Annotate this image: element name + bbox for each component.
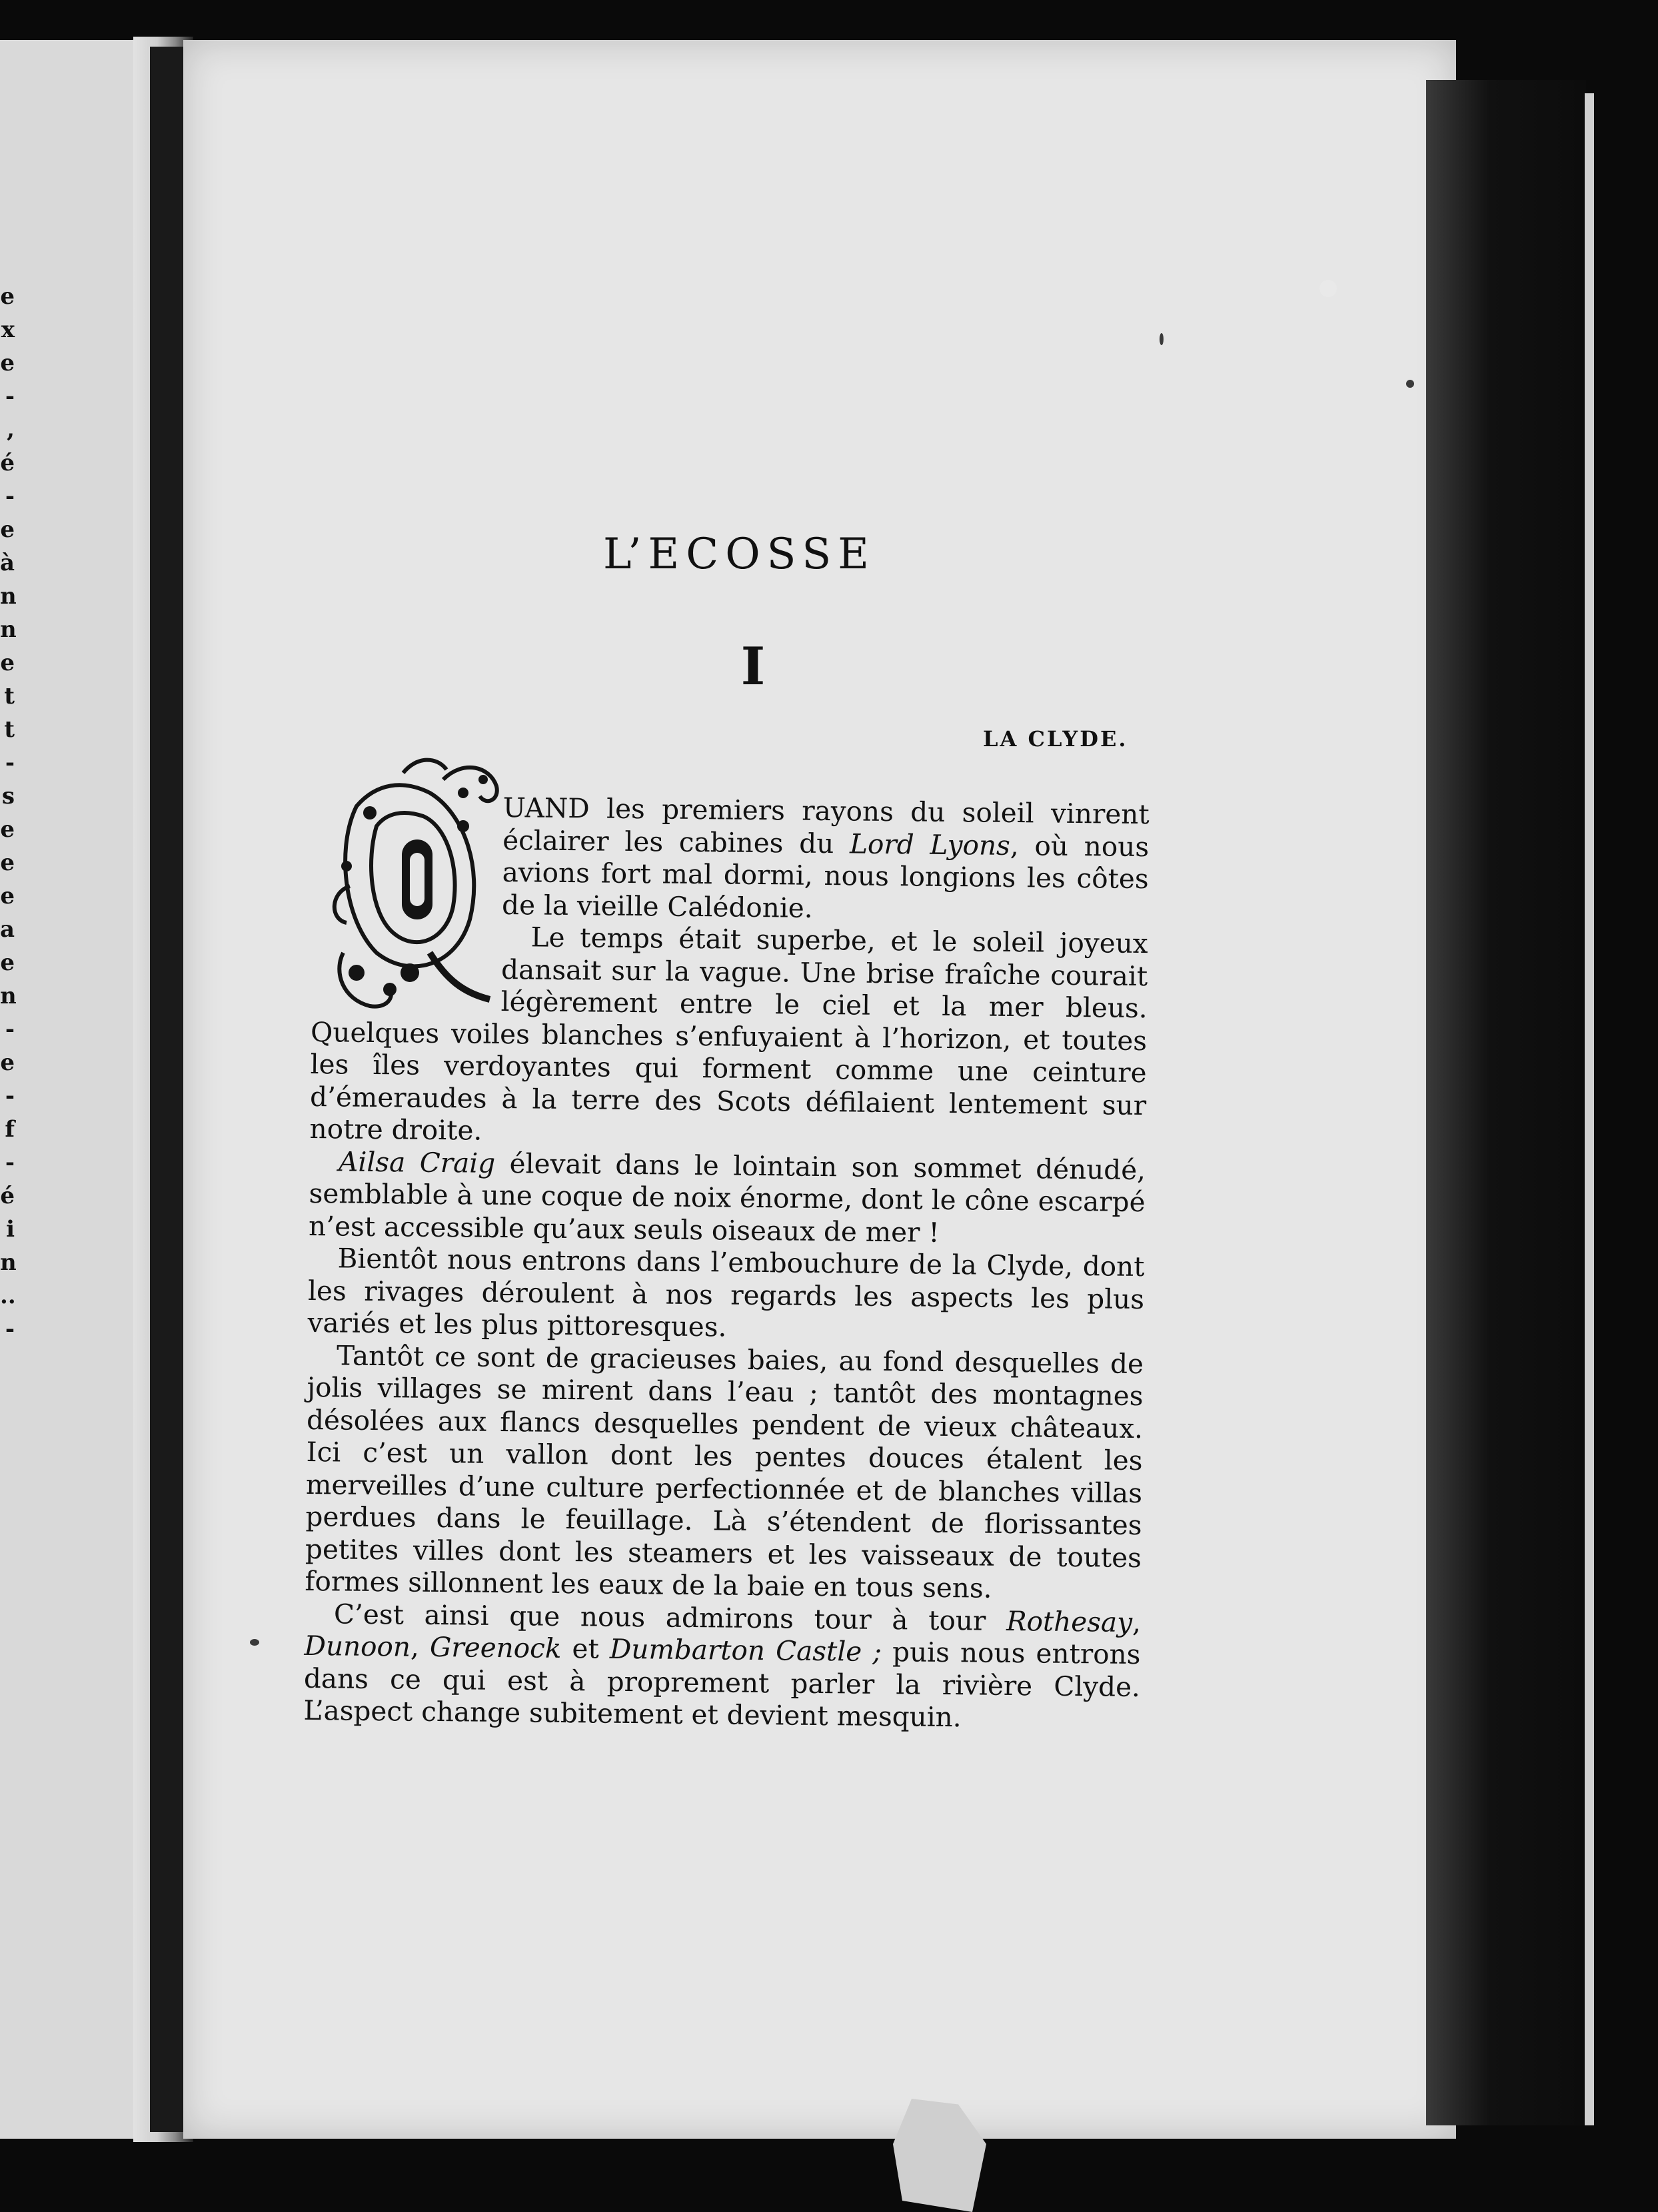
- text-run: ,: [410, 1630, 430, 1663]
- edge-letter: -: [5, 383, 15, 410]
- body-text: [303, 790, 1150, 1736]
- edge-letter: i: [6, 1216, 15, 1243]
- section-title: LA CLYDE.: [983, 726, 1128, 752]
- edge-letter: e: [0, 516, 15, 543]
- edge-letter: e: [0, 883, 15, 909]
- ink-speck: [250, 1639, 259, 1646]
- edge-letter: t: [4, 683, 15, 710]
- edge-letter: -: [5, 1016, 15, 1043]
- edge-letter: e: [0, 650, 15, 676]
- text-run: élevait dans le lointain son sommet dénudé, semblable à une coque de noix énorme, dont le cône escarpé n’est accessible qu’aux seuls oiseaux de mer !: [308, 1147, 1146, 1249]
- paragraph: [312, 790, 1150, 927]
- edge-letter: -: [5, 1149, 15, 1176]
- edge-letter: é: [0, 450, 15, 476]
- paragraph: [303, 1597, 1141, 1735]
- ink-speck: [1406, 380, 1414, 388]
- text-run: Tantôt ce sont de gracieuses baies, au fond desquelles de jolis villages se mirent dans l’eau ; tantôt des montagnes désolées aux flancs desquelles pendent de vieux châteaux. Ici c’est un vallon dont les pentes douces étalent les merveilles d’une culture perfectionnée et de blanches villas perdues dans le feuillage. Là s’étendent de florissantes petites villes dont les steamers et les vaisseaux de toutes formes sillonnent les eaux de la baie en tous sens.: [305, 1339, 1144, 1604]
- italic-text: Ailsa Craig: [338, 1145, 496, 1179]
- right-page-edge: [1585, 93, 1594, 2125]
- edge-letter: n: [0, 616, 17, 643]
- paper-spot: [1319, 280, 1337, 297]
- italic-text: Lord Lyons: [849, 827, 1011, 861]
- edge-letter: f: [5, 1116, 15, 1143]
- left-page-cut-text: [0, 280, 15, 1346]
- page-heading: L’ECOSSE: [603, 530, 876, 579]
- text-run: UAND les premiers rayons du soleil vinrent éclairer les cabines du: [502, 791, 1150, 859]
- edge-letter: -: [5, 750, 15, 776]
- text-run: C’est ainsi que nous admirons tour à tour: [333, 1597, 1007, 1637]
- text-run: , où nous avions fort mal dormi, nous longions les côtes de la vieille Calédonie.: [501, 829, 1150, 924]
- edge-letter: à: [0, 550, 15, 576]
- drop-cap-space: [311, 784, 503, 1009]
- italic-text: Dumbarton Castle ;: [609, 1632, 882, 1668]
- edge-letter: é: [0, 1183, 15, 1209]
- italic-text: Greenock: [429, 1630, 562, 1664]
- edge-letter: e: [0, 849, 15, 876]
- edge-letter: e: [0, 1049, 15, 1076]
- italic-text: Rothesay: [1006, 1604, 1133, 1638]
- paragraph: [307, 1242, 1144, 1348]
- paragraph: [305, 1339, 1144, 1606]
- italic-text: Dunoon: [304, 1629, 411, 1663]
- edge-letter: e: [0, 283, 15, 310]
- edge-letter: a: [0, 916, 15, 943]
- ink-speck: [1160, 333, 1164, 345]
- edge-letter: -: [5, 1316, 15, 1343]
- paragraph: [309, 1145, 1146, 1251]
- edge-letter: e: [0, 350, 15, 376]
- edge-letter: t: [4, 716, 15, 743]
- text-run: ,: [1132, 1606, 1142, 1638]
- edge-letter: -: [5, 483, 15, 510]
- edge-letter: s: [1, 783, 15, 810]
- text-run: Bientôt nous entrons dans l’embouchure de la Clyde, dont les rivages déroulent à nos regards les aspects les plus variés et les plus pittoresques.: [307, 1242, 1145, 1343]
- left-page-fragment: [0, 40, 150, 2139]
- edge-letter: ,: [7, 416, 15, 443]
- text-run: Le temps était superbe, et le soleil joyeux dansait sur la vague. Une brise fraîche courait légèrement entre le ciel et la mer bleus. Quelques voiles blanches s’enfuyaient à l’horizon, et toutes les îles verdoyantes qui forment comme une ceinture d’émeraudes à la terre des Scots défilaient lentement sur notre droite.: [309, 921, 1148, 1147]
- edge-letter: e: [0, 816, 15, 843]
- edge-letter: e: [0, 949, 15, 976]
- edge-letter: -: [5, 1083, 15, 1109]
- page-edge-shadow: [1426, 80, 1586, 2125]
- edge-letter: n: [0, 983, 17, 1009]
- edge-letter: ..: [0, 1283, 16, 1309]
- edge-letter: n: [0, 583, 17, 610]
- edge-letter: n: [0, 1249, 17, 1276]
- chapter-number: I: [740, 636, 766, 697]
- text-run: et: [561, 1632, 610, 1665]
- edge-letter: x: [1, 316, 15, 343]
- text-run: puis nous entrons dans ce qui est à proprement parler la rivière Clyde. L’aspect change subitement et devient mesquin.: [303, 1636, 1141, 1734]
